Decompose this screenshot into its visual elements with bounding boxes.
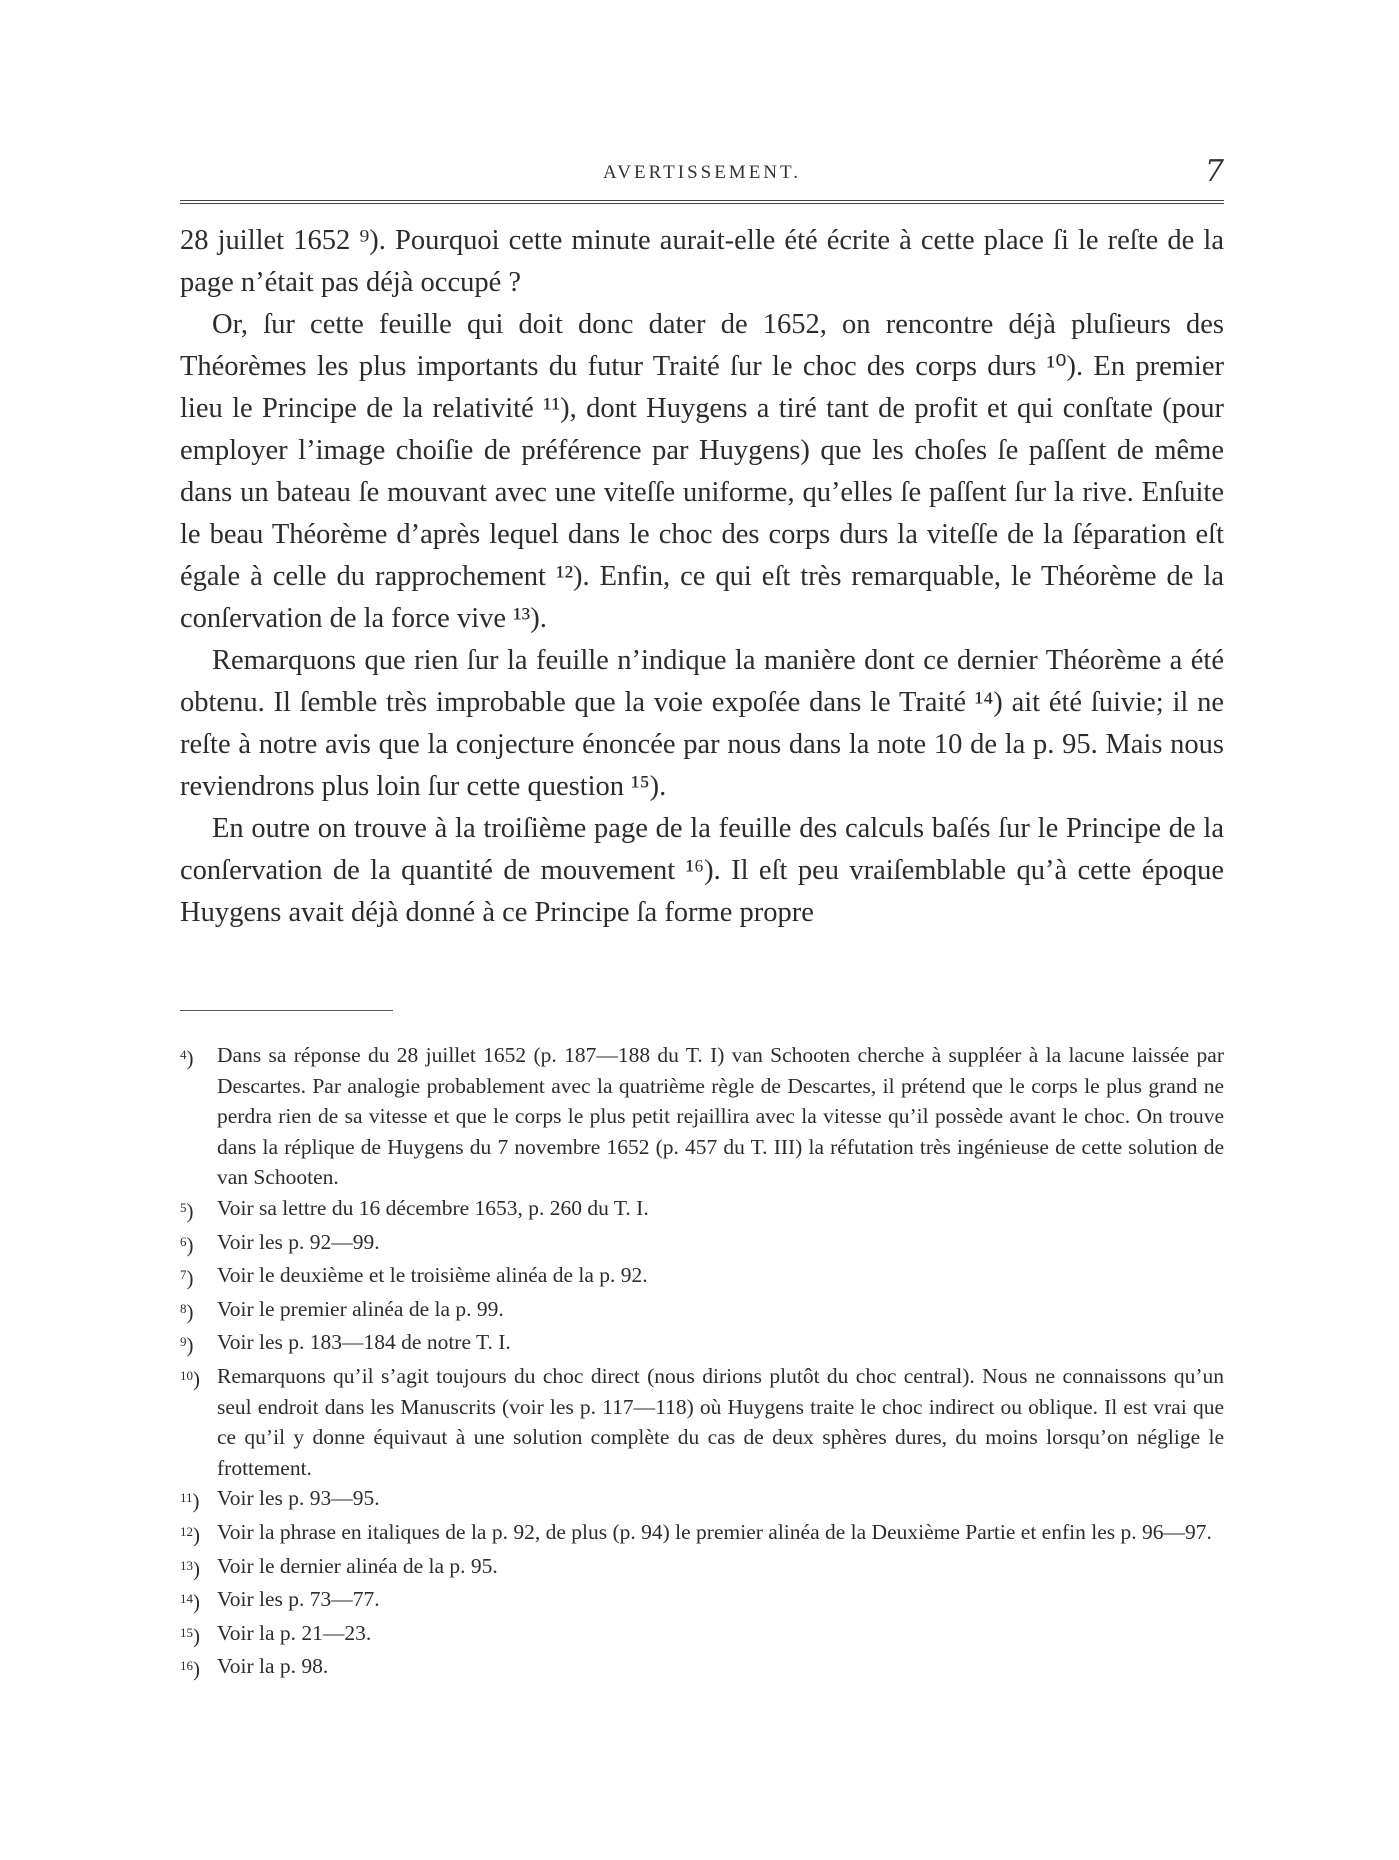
- footnote-text: Voir les p. 183—184 de notre T. I.: [217, 1330, 511, 1355]
- footnote-number: 14: [180, 1591, 193, 1607]
- paragraph-3: Remarquons que rien ſur la feuille n’indique la manière dont ce dernier Théorème a été obtenu. Il ſemble très improbable que la voie expoſée dans le Traité ¹⁴) ait été ſuivie; il ne reſte à notre avis que la conjecture énoncée par nous dans la note 10 de la p. 95. Mais nous reviendrons plus loin ſur cette question ¹⁵).: [180, 645, 1224, 802]
- footnote-number: 12: [180, 1523, 193, 1539]
- header-rule: [180, 200, 1224, 204]
- footnote: $^{14}$) Voir les p. 73—77.: [180, 1584, 1224, 1618]
- footnote: $^7$) Voir le deuxième et le troisième alinéa de la p. 92.: [180, 1260, 1224, 1294]
- footnote-text: Voir les p. 73—77.: [217, 1587, 380, 1612]
- footnote-number: 15: [180, 1624, 193, 1640]
- main-text: [180, 220, 1224, 934]
- paragraph-2: Or, ſur cette feuille qui doit donc dater de 1652, on rencontre déjà pluſieurs des Théorèmes les plus importants du futur Traité ſur le choc des corps durs ¹⁰). En premier lieu le Principe de la relativité ¹¹), dont Huygens a tiré tant de profit et qui conſtate (pour employer l’image choiſie de préférence par Huygens) que les choſes ſe paſſent de même dans un bateau ſe mouvant avec une viteſſe uniforme, qu’elles ſe paſſent ſur la rive. Enſuite le beau Théorème d’après lequel dans le choc des corps durs la viteſſe de la ſéparation eſt égale à celle du rapprochement ¹²). Enfin, ce qui eſt très remarquable, le Théorème de la conſervation de la force vive ¹³).: [180, 309, 1224, 634]
- footnote: $^9$) Voir les p. 183—184 de notre T. I.: [180, 1327, 1224, 1361]
- footnote-number: 4: [180, 1047, 187, 1062]
- page-number: 7: [1204, 154, 1224, 189]
- footnote: $^6$) Voir les p. 92—99.: [180, 1227, 1224, 1261]
- footnote-text: Voir les p. 92—99.: [217, 1229, 380, 1254]
- running-head: AVERTISSEMENT.: [603, 162, 801, 183]
- footnote: $^{10}$) Remarquons qu’il s’agit toujours du choc direct (nous dirions plutôt du choc central). Nous ne connaissons qu’un seul endroit dans les Manuscrits (voir les p. 117—118) où Huygens traite le choc indirect ou oblique. Il est vrai que ce qu’il y donne équivaut à une solution complète du cas de deux sphères dures, du moins lorsqu’on néglige le frottement.: [180, 1361, 1224, 1483]
- footnote-text: Voir la p. 98.: [217, 1654, 329, 1679]
- footnote: $^4$) Dans sa réponse du 28 juillet 1652 (p. 187—188 du T. I) van Schooten cherche à suppléer à la lacune laissée par Descartes. Par analogie probablement avec la quatrième règle de Descartes, il prétend que le corps le plus grand ne perdra rien de sa vitesse et que le corps le plus petit rejaillira avec la vitesse qu’il possède avant le choc. On trouve dans la réplique de Huygens du 7 novembre 1652 (p. 457 du T. III) la réfutation très ingénieuse de cette solution de van Schooten.: [180, 1040, 1224, 1193]
- footnote-text: Voir la phrase en italiques de la p. 92, de plus (p. 94) le premier alinéa de la Deuxième Partie et enfin les p. 96—97.: [217, 1519, 1212, 1544]
- footnote-number: 8: [180, 1300, 187, 1316]
- footnote: $^8$) Voir le premier alinéa de la p. 99.: [180, 1294, 1224, 1328]
- footnote-number: 13: [180, 1557, 193, 1573]
- footnote: $^5$) Voir sa lettre du 16 décembre 1653, p. 260 du T. I.: [180, 1193, 1224, 1227]
- footnote: $^{15}$) Voir la p. 21—23.: [180, 1618, 1224, 1652]
- page-header: [180, 154, 1224, 194]
- footnote-number: 10: [180, 1367, 193, 1383]
- footnote: $^{16}$) Voir la p. 98.: [180, 1651, 1224, 1685]
- footnote-number: 5: [180, 1199, 187, 1215]
- footnote-text: Voir la p. 21—23.: [217, 1620, 372, 1645]
- paragraph-1: 28 juillet 1652 ⁹). Pourquoi cette minute aurait-elle été écrite à cette place ſi le reſte de la page n’était pas déjà occupé ?: [180, 225, 1224, 298]
- footnote-separator: [180, 1010, 393, 1011]
- footnote-text: Voir sa lettre du 16 décembre 1653, p. 260 du T. I.: [217, 1195, 649, 1220]
- footnote-text: Voir le deuxième et le troisième alinéa de la p. 92.: [217, 1263, 648, 1288]
- footnote: $^{11}$) Voir les p. 93—95.: [180, 1483, 1224, 1517]
- footnote-number: 9: [180, 1334, 187, 1350]
- footnote-number: 16: [180, 1658, 193, 1674]
- footnote-text: Remarquons qu’il s’agit toujours du choc direct (nous dirions plutôt du choc central). Nous ne connaissons qu’un seul endroit dans les Manuscrits (voir les p. 117—118) où Huygens traite le choc indirect ou oblique. Il est vrai que ce qu’il y donne équivaut à une solution complète du cas de deux sphères dures, du moins lorsqu’on néglige le frottement.: [217, 1363, 1224, 1480]
- footnote-text: Voir le dernier alinéa de la p. 95.: [217, 1553, 498, 1578]
- footnote: $^{12}$) Voir la phrase en italiques de la p. 92, de plus (p. 94) le premier alinéa de la Deuxième Partie et enfin les p. 96—97.: [180, 1517, 1224, 1551]
- footnote-text: Dans sa réponse du 28 juillet 1652 (p. 187—188 du T. I) van Schooten cherche à suppléer à la lacune laissée par Descartes. Par analogie probablement avec la quatrième règle de Descartes, il prétend que le corps le plus grand ne perdra rien de sa vitesse et que le corps le plus petit rejaillira avec la vitesse qu’il possède avant le choc. On trouve dans la réplique de Huygens du 7 novembre 1652 (p. 457 du T. III) la réfutation très ingénieuse de cette solution de van Schooten.: [217, 1043, 1224, 1190]
- footnote-text: Voir le premier alinéa de la p. 99.: [217, 1296, 504, 1321]
- footnote-number: 6: [180, 1233, 187, 1249]
- footnote-number: 7: [180, 1267, 187, 1283]
- paragraph-4: En outre on trouve à la troiſième page de la feuille des calculs baſés ſur le Principe de la conſervation de la quantité de mouvement ¹⁶). Il eſt peu vraiſemblable qu’à cette époque Huygens avait déjà donné à ce Principe ſa forme propre: [180, 813, 1224, 928]
- footnote: $^{13}$) Voir le dernier alinéa de la p. 95.: [180, 1551, 1224, 1585]
- footnote-text: Voir les p. 93—95.: [217, 1486, 380, 1511]
- footnote-number: 11: [180, 1490, 193, 1506]
- footnotes: [180, 1040, 1224, 1685]
